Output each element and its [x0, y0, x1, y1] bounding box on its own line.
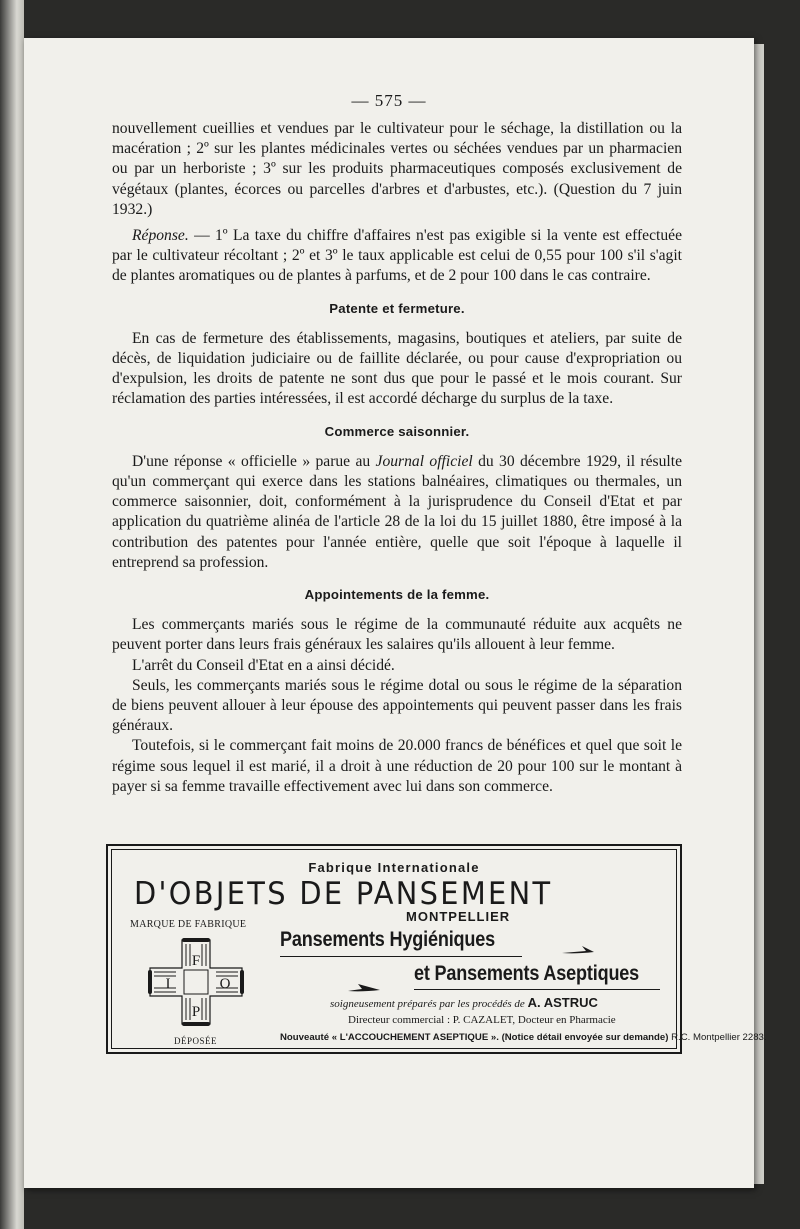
page-edge: [754, 44, 764, 1184]
page-number: — 575 —: [351, 91, 427, 110]
commerce-text-before: D'une réponse « officielle » parue au: [132, 452, 376, 470]
ad-city: MONTPELLIER: [406, 909, 511, 924]
adjacent-page-edge: [0, 0, 24, 1229]
reponse-label: Réponse.: [132, 227, 189, 245]
logo-letter-p: P: [191, 1004, 201, 1020]
ad-nouveaute: [280, 1032, 767, 1043]
commerce-text-after: du 30 décembre 1929, il résulte qu'un commerçant qui exerce dans les stations balnéaires, climatiques ou thermales, un commerce saisonnier, doit, conformément à la jurisprudence du Conseil d'Etat et par application du quatrième alinéa de l'article 28 de la loi du 15 juillet 1880, être imposé à la contribution des patentes pour l'année entière, quelle que soit l'époque à laquelle il entreprend sa profession.: [112, 452, 682, 571]
advertisement: [106, 844, 767, 1054]
cross-logo-icon: [146, 936, 246, 1028]
ad-underline-2: [414, 989, 660, 990]
ad-rc: R.C. Montpellier 2283.: [671, 1032, 767, 1043]
ad-top-line: Fabrique Internationale: [308, 860, 480, 875]
ad-soigneusement: [330, 995, 598, 1010]
logo-letter-o: O: [219, 976, 231, 992]
ad-pansements-hygieniques: Pansements Hygiéniques: [280, 928, 496, 951]
ad-soign-text: soigneusement préparés par les procédés de: [330, 998, 528, 1010]
swoosh-icon: [346, 978, 382, 994]
heading-appointements: Appointements de la femme.: [304, 587, 490, 603]
appointements-paragraph-3: Seuls, les commerçants mariés sous le régime dotal ou sous le régime de la séparation de biens peuvent allouer à leur épouse des appointements qui peuvent passer dans les frais généraux.: [112, 676, 682, 735]
commerce-paragraph: [112, 452, 682, 573]
reponse-paragraph: [112, 226, 682, 287]
ad-underline-1: [280, 956, 522, 957]
logo-letter-i: I: [165, 976, 171, 992]
ad-marque: MARQUE DE FABRIQUE: [130, 919, 247, 930]
ad-main-title: D'OBJETS DE PANSEMENT: [134, 876, 553, 912]
ad-deposee: DÉPOSÉE: [174, 1036, 218, 1046]
document-page: [24, 38, 767, 1188]
swoosh-icon: [560, 940, 596, 956]
logo-letter-f: F: [191, 953, 201, 969]
heading-commerce-saisonnier: Commerce saisonnier.: [324, 423, 470, 439]
appointements-paragraph-1: Les commerçants mariés sous le régime de la communauté réduite aux acquêts ne peuvent porter dans leurs frais généraux les salaires qu'ils allouent à leur femme.: [112, 616, 682, 654]
ad-astruc: A. ASTRUC: [527, 995, 598, 1010]
reponse-text: — 1º La taxe du chiffre d'affaires n'est pas exigible si la vente est effectuée par le cultivateur récoltant ; 2º et 3º le taux applicable est celui de 0,55 pour 100 s'il s'agit de plantes aromatiques ou de plantes à parfums, et de 2 pour 100 dans le cas contraire.: [112, 227, 682, 285]
heading-patente: Patente et fermeture.: [329, 300, 465, 316]
patente-paragraph: En cas de fermeture des établissements, magasins, boutiques et ateliers, par suite de décès, de liquidation judiciaire ou de faillite déclarée, ou pour cause d'expropriation ou d'expulsion, les droits de patente ne sont dus que pour le passé et le mois courant. Sur réclamation des parties intéressées, il est accordé décharge du surplus de la taxe.: [112, 329, 682, 408]
ad-pansements-aseptiques: et Pansements Aseptiques: [414, 962, 640, 985]
ad-nouveaute-text: Nouveauté « L'ACCOUCHEMENT ASEPTIQUE ».: [280, 1032, 499, 1043]
ad-notice: (Notice détail envoyée sur demande): [501, 1032, 669, 1043]
journal-officiel: Journal officiel: [375, 452, 473, 470]
intro-paragraph: nouvellement cueillies et vendues par le cultivateur pour le séchage, la distillation ou la macération ; 2º sur les plantes médicinales vertes ou séchées vendues par un pharmacien ou par un herboriste ; 3º sur les produits pharmaceutiques composés exclusivement de végétaux (plantes, écorces ou parcelles d'arbres et d'arbustes, etc.). (Question du 7 juin 1932.): [112, 120, 682, 218]
appointements-paragraph-4: Toutefois, si le commerçant fait moins de 20.000 francs de bénéfices et quel que soit le régime sous lequel il est marié, il a droit à une réduction de 20 pour 100 sur le montant à payer si sa femme travaille effectivement avec lui dans son commerce.: [112, 737, 682, 795]
advertisement-frame: [111, 849, 767, 1049]
appointements-paragraph-2: L'arrêt du Conseil d'Etat en a ainsi décidé.: [132, 656, 395, 674]
body-text: [112, 119, 682, 797]
ad-directeur: Directeur commercial : P. CAZALET, Docteur en Pharmacie: [348, 1014, 616, 1026]
